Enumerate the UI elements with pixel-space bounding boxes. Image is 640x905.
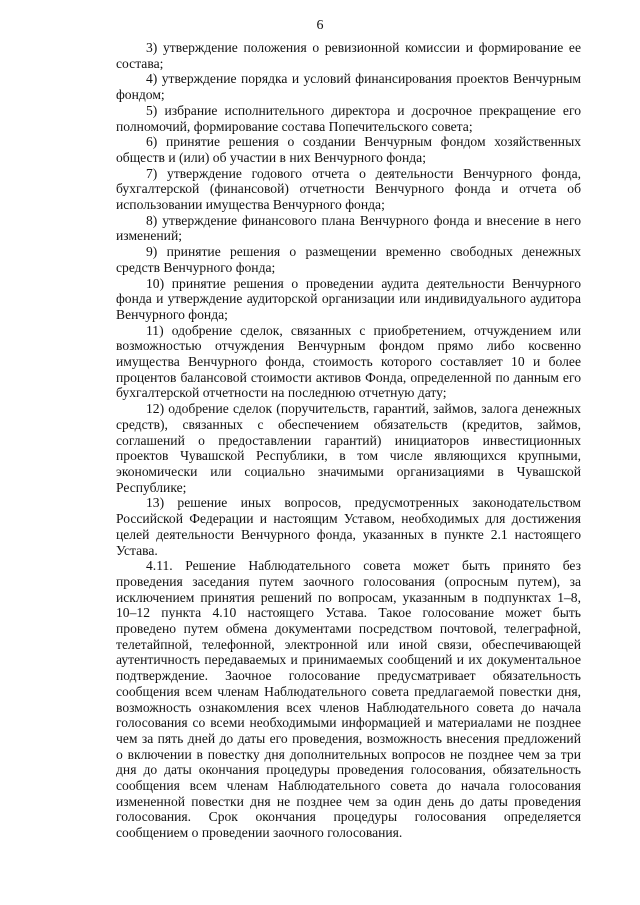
list-item-3: 3) утверждение положения о ревизионной комиссии и формирование ее состава; (116, 40, 581, 71)
list-item-6: 6) принятие решения о создании Венчурным фондом хозяйственных обществ и (или) об участии в них Венчурного фонда; (116, 134, 581, 165)
list-item-5: 5) избрание исполнительного директора и досрочное прекращение его полномочий, формирование состава Попечительского совета; (116, 102, 581, 134)
list-item-9: 9) принятие решения о размещении временно свободных денежных средств Венчурного фонда; (116, 244, 581, 275)
document-body (116, 40, 581, 841)
list-item-4: 4) утверждение порядка и условий финансирования проектов Венчурным фондом; (116, 71, 581, 103)
section-4-11-paragraph: 4.11. Решение Наблюдательного совета может быть принято без проведения заседания путем заочного голосования (опросным путем), за исключением принятия решений по вопросам, указанным в подпунктах 1–8, 10–12 пункта 4.10 настоящего Устава. Такое голосование может быть проведено путем обмена документами посредством почтовой, телеграфной, телетайпной, телефонной, электронной или иной связи, обеспечивающей аутентичность передаваемых и принимаемых сообщений и их документальное подтверждение. Заочное голосование предусматривает обязательность сообщения всем членам Наблюдательного совета предлагаемой повестки дня, возможность ознакомления всех членов Наблюдательного совета до начала голосования со всеми необходимыми информацией и материалами не позднее чем за пять дней до даты его проведения, возможность внесения предложений о включении в повестку дня дополнительных вопросов не позднее чем за три дня до даты окончания процедуры проведения голосования, обязательность сообщения всем членам Наблюдательного совета до начала голосования измененной повестки дня не позднее чем за один день до даты проведения голосования. Срок окончания процедуры голосования определяется сообщением о проведении заочного голосования. (116, 558, 581, 841)
list-item-13: 13) решение иных вопросов, предусмотренных законодательством Российской Федерации и настоящим Уставом, необходимых для достижения целей деятельности Венчурного фонда, указанных в пункте 2.1 настоящего Устава. (116, 495, 581, 558)
list-item-8: 8) утверждение финансового плана Венчурного фонда и внесение в него изменений; (116, 212, 581, 244)
list-item-12: 12) одобрение сделок (поручительств, гарантий, займов, залога денежных средств), связанных с обеспечением обязательств (кредитов, займов, соглашений о предоставлении гарантий) инициаторов инвестиционных проектов Чувашской Республики, в том числе являющихся крупными, экономически или социально значимыми организациями в Чувашской Республике; (116, 401, 581, 495)
list-item-10: 10) принятие решения о проведении аудита деятельности Венчурного фонда и утверждение аудиторской организации или индивидуального аудитора Венчурного фонда; (116, 275, 581, 322)
list-item-11: 11) одобрение сделок, связанных с приобретением, отчуждением или возможностью отчуждения Венчурным фондом прямо либо косвенно имущества Венчурного фонда, стоимость которого составляет 10 и более процентов балансовой стоимости активов Фонда, определенной по данным его бухгалтерской отчетности на последнюю отчетную дату; (116, 322, 581, 401)
list-item-7: 7) утверждение годового отчета о деятельности Венчурного фонда, бухгалтерской (финансовой) отчетности Венчурного фонда и отчета об использовании имущества Венчурного фонда; (116, 165, 581, 213)
page-number: 6 (316, 18, 324, 33)
